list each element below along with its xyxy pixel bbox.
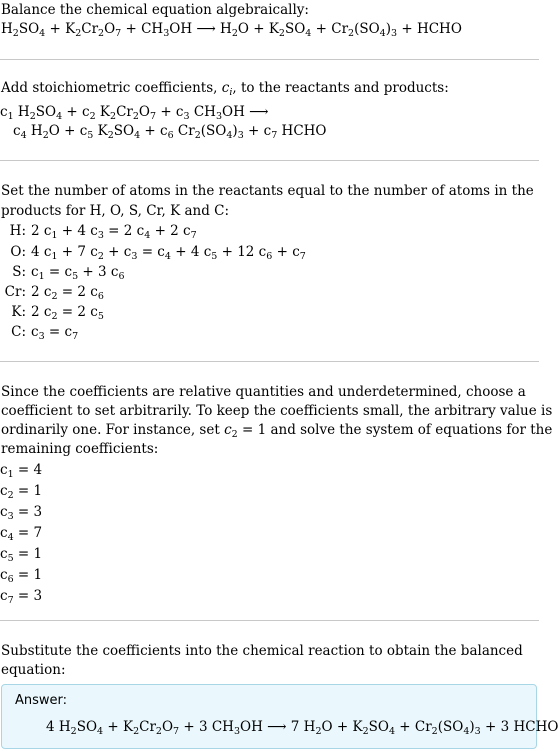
intro-heading: Balance the chemical equation algebraically: [1, 2, 309, 18]
coefficients-heading: Add stoichiometric coefficients, $c_i$, to the reactants and products: [1, 80, 449, 98]
divider [0, 620, 539, 621]
atoms-heading-line2: products for H, O, S, Cr, K and C: [1, 203, 230, 219]
solution-c3: $c_3 = 3$ [0, 504, 43, 522]
solution-c7: $c_7 = 3$ [0, 588, 43, 606]
explanation-line2: coefficient to set arbitrarily. To keep the coefficients small, the arbitrary value is [1, 403, 553, 419]
solution-c1: $c_1 = 4$ [0, 462, 43, 480]
divider [0, 59, 539, 60]
substitute-line2: equation: [1, 662, 66, 678]
solution-c5: $c_5 = 1$ [0, 546, 43, 564]
coefficient-equation-line2: $c_4$ $H_2O + c_5$ $K_2SO_4 + c_6$ $Cr_2(SO_4)_3 + c_7$ HCHO [13, 123, 327, 141]
solution-c6: $c_6 = 1$ [0, 567, 43, 585]
substitute-line1: Substitute the coefficients into the chemical reaction to obtain the balanced [1, 643, 523, 659]
explanation-line4: remaining coefficients: [1, 441, 159, 457]
explanation-line3: ordinarily one. For instance, set $c_2 = 1$ and solve the system of equations for the [1, 422, 553, 440]
atoms-heading-line1: Set the number of atoms in the reactants equal to the number of atoms in the [1, 183, 534, 199]
explanation-line1: Since the coefficients are relative quantities and underdetermined, choose a [1, 384, 526, 400]
divider [0, 160, 539, 161]
solution-c2: $c_2 = 1$ [0, 483, 43, 501]
answer-box [1, 684, 558, 749]
divider [0, 361, 539, 362]
solution-c4: $c_4 = 7$ [0, 525, 43, 543]
unbalanced-equation: $H_2SO_4 + K_2Cr_2O_7 + CH_3OH$ ⟶ $H_2O + K_2SO_4 + Cr_2(SO_4)_3$ + HCHO [1, 21, 462, 39]
answer-label: Answer: [15, 693, 68, 708]
balanced-equation: 4 $H_2SO_4 + K_2Cr_2O_7 + 3$ $CH_3OH$ ⟶ 7 $H_2O + K_2SO_4 + Cr_2(SO_4)_3 + 3$ HCHO [46, 719, 558, 737]
coefficient-equation-line1: $c_1$ $H_2SO_4 + c_2$ $K_2Cr_2O_7 + c_3$ $CH_3OH$ ⟶ [0, 104, 269, 122]
